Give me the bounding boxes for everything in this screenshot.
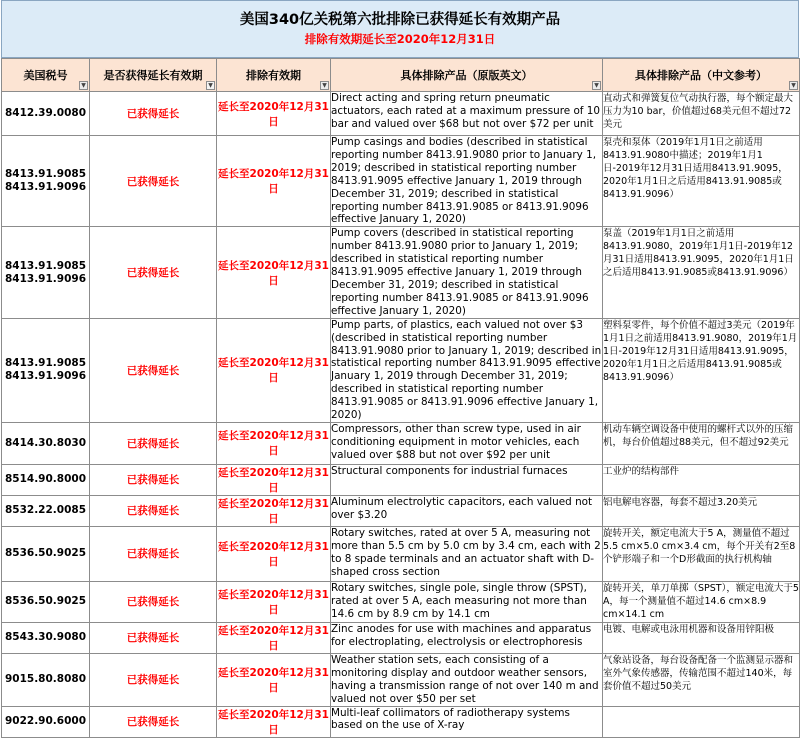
page-subtitle: 排除有效期延长至2020年12月31日 xyxy=(304,32,496,46)
tariff-code-cell[interactable]: 8543.30.9080 xyxy=(2,622,90,653)
tariff-code-cell[interactable]: 8413.91.9085 8413.91.9096 xyxy=(2,136,90,227)
header-product-en xyxy=(331,59,603,92)
product-en-cell[interactable]: Structural components for industrial furnaces xyxy=(331,464,603,495)
product-zh-cell[interactable]: 机动车辆空调设备中使用的螺杆式以外的压缩机，每台价值超过88美元，但不超过92美元 xyxy=(603,422,800,464)
table-row xyxy=(2,495,800,526)
validity-cell[interactable]: 延长至2020年12月31日 xyxy=(217,622,331,653)
status-cell[interactable]: 已获得延长 xyxy=(90,526,217,581)
validity-cell[interactable]: 延长至2020年12月31日 xyxy=(217,526,331,581)
tariff-code-cell[interactable]: 8536.50.9025 xyxy=(2,581,90,622)
validity-cell[interactable]: 延长至2020年12月31日 xyxy=(217,706,331,737)
table-row xyxy=(2,92,800,136)
table-row xyxy=(2,653,800,706)
validity-cell[interactable]: 延长至2020年12月31日 xyxy=(217,136,331,227)
header-label: 是否获得延长有效期 xyxy=(103,69,203,82)
validity-cell[interactable]: 延长至2020年12月31日 xyxy=(217,464,331,495)
tariff-code-cell[interactable]: 8536.50.9025 xyxy=(2,526,90,581)
table-row xyxy=(2,526,800,581)
header-tariff-code xyxy=(2,59,90,92)
header-label: 具体排除产品（中文参考） xyxy=(635,69,767,82)
header-label: 美国税号 xyxy=(23,69,68,82)
filter-active-icon[interactable]: ▼ xyxy=(206,81,215,90)
validity-cell[interactable]: 延长至2020年12月31日 xyxy=(217,227,331,318)
header-row xyxy=(2,59,800,92)
filter-dropdown-icon[interactable]: ▼ xyxy=(79,81,88,90)
product-zh-cell[interactable]: 旋转开关，额定电流大于5 A，测量值不超过5.5 cm×5.0 cm×3.4 cm，每个开关有2至8个铲形端子和一个D形截面的执行机构轴 xyxy=(603,526,800,581)
tariff-code-cell[interactable]: 8532.22.0085 xyxy=(2,495,90,526)
status-cell[interactable]: 已获得延长 xyxy=(90,136,217,227)
status-cell[interactable]: 已获得延长 xyxy=(90,92,217,136)
table-row xyxy=(2,422,800,464)
product-zh-cell[interactable] xyxy=(603,706,800,737)
product-en-cell[interactable]: Aluminum electrolytic capacitors, each valued not over $3.20 xyxy=(331,495,603,526)
header-product-zh xyxy=(603,59,800,92)
product-zh-cell[interactable]: 铝电解电容器，每套不超过3.20美元 xyxy=(603,495,800,526)
table-row xyxy=(2,706,800,737)
product-en-cell[interactable]: Multi-leaf collimators of radiotherapy systems based on the use of X-ray xyxy=(331,706,603,737)
product-en-cell[interactable]: Zinc anodes for use with machines and apparatus for electroplating, electrolysis or electrophoresis xyxy=(331,622,603,653)
product-zh-cell[interactable]: 旋转开关，单刀单掷（SPST），额定电流大于5 A，每一个测量值不超过14.6 cm×8.9 cm×14.1 cm xyxy=(603,581,800,622)
status-cell[interactable]: 已获得延长 xyxy=(90,318,217,422)
table-row xyxy=(2,318,800,422)
product-en-cell[interactable]: Pump casings and bodies (described in statistical reporting number 8413.91.9080 prior to January 1, 2019; described in statistical reporting number 8413.91.9095 effective January 1, 2019 through December 31, 2019; described in statistical reporting number 8413.91.9085 or 8413.91.9096 effective January 1, 2020) xyxy=(331,136,603,227)
tariff-code-cell[interactable]: 9015.80.8080 xyxy=(2,653,90,706)
validity-cell[interactable]: 延长至2020年12月31日 xyxy=(217,581,331,622)
table-row xyxy=(2,581,800,622)
product-en-cell[interactable]: Rotary switches, single pole, single throw (SPST), rated at over 5 A, each measuring not more than 14.6 cm by 8.9 cm by 14.1 cm xyxy=(331,581,603,622)
validity-cell[interactable]: 延长至2020年12月31日 xyxy=(217,318,331,422)
tariff-code-cell[interactable]: 9022.90.6000 xyxy=(2,706,90,737)
exclusion-table xyxy=(1,58,800,738)
header-extension-status xyxy=(90,59,217,92)
table-row xyxy=(2,136,800,227)
validity-cell[interactable]: 延长至2020年12月31日 xyxy=(217,653,331,706)
status-cell[interactable]: 已获得延长 xyxy=(90,622,217,653)
product-en-cell[interactable]: Pump covers (described in statistical reporting number 8413.91.9080 prior to January 1, 2019; described in statistical reporting number 8413.91.9095 effective January 1, 2019 through December 31, 2019; described in statistical reporting number 8413.91.9085 or 8413.91.9096 effective January 1, 2020) xyxy=(331,227,603,318)
product-en-cell[interactable]: Compressors, other than screw type, used in air conditioning equipment in motor vehicles, each valued over $88 but not over $92 per unit xyxy=(331,422,603,464)
product-zh-cell[interactable]: 直动式和弹簧复位气动执行器，每个额定最大压力为10 bar，价值超过68美元但不超过72美元 xyxy=(603,92,800,136)
tariff-code-cell[interactable]: 8414.30.8030 xyxy=(2,422,90,464)
tariff-code-cell[interactable]: 8413.91.9085 8413.91.9096 xyxy=(2,227,90,318)
tariff-code-cell[interactable]: 8514.90.8000 xyxy=(2,464,90,495)
tariff-code-cell[interactable]: 8412.39.0080 xyxy=(2,92,90,136)
table-row xyxy=(2,227,800,318)
header-label: 具体排除产品（原版英文） xyxy=(400,69,533,82)
page-title: 美国340亿关税第六批排除已获得延长有效期产品 xyxy=(239,12,561,28)
table-row xyxy=(2,622,800,653)
status-cell[interactable]: 已获得延长 xyxy=(90,653,217,706)
status-cell[interactable]: 已获得延长 xyxy=(90,495,217,526)
spreadsheet xyxy=(1,0,799,738)
product-zh-cell[interactable]: 气象站设备，每台设备配备一个监测显示器和室外气象传感器，传输范围不超过140米，每套价值不超过50美元 xyxy=(603,653,800,706)
title-banner xyxy=(1,0,799,58)
product-zh-cell[interactable]: 塑料泵零件，每个价值不超过3美元（2019年1月1日之前适用8413.91.9080，2019年1月1日-2019年12月31日适用8413.91.9095，2020年1月1日之后适用8413.91.9085或8413.91.9096） xyxy=(603,318,800,422)
header-validity xyxy=(217,59,331,92)
validity-cell[interactable]: 延长至2020年12月31日 xyxy=(217,92,331,136)
filter-dropdown-icon[interactable]: ▼ xyxy=(320,81,329,90)
status-cell[interactable]: 已获得延长 xyxy=(90,706,217,737)
status-cell[interactable]: 已获得延长 xyxy=(90,464,217,495)
product-en-cell[interactable]: Weather station sets, each consisting of a monitoring display and outdoor weather sensors, having a transmission range of not over 140 m and valued not over $50 per set xyxy=(331,653,603,706)
filter-dropdown-icon[interactable]: ▼ xyxy=(592,81,601,90)
product-zh-cell[interactable]: 泵盖（2019年1月1日之前适用8413.91.9080，2019年1月1日-2019年12月31日适用8413.91.9095，2020年1月1日之后适用8413.91.9085或8413.91.9096） xyxy=(603,227,800,318)
filter-dropdown-icon[interactable]: ▼ xyxy=(789,81,798,90)
product-zh-cell[interactable]: 工业炉的结构部件 xyxy=(603,464,800,495)
validity-cell[interactable]: 延长至2020年12月31日 xyxy=(217,422,331,464)
product-en-cell[interactable]: Pump parts, of plastics, each valued not over $3 (described in statistical reporting number 8413.91.9080 prior to January 1, 2019; described in statistical reporting number 8413.91.9095 effective January 1, 2019 through December 31, 2019; described in statistical reporting number 8413.91.9085 or 8413.91.9096 effective January 1, 2020) xyxy=(331,318,602,422)
status-cell[interactable]: 已获得延长 xyxy=(90,581,217,622)
product-zh-cell[interactable]: 泵壳和泵体（2019年1月1日之前适用8413.91.9080中描述；2019年1月1日-2019年12月31日适用8413.91.9095，2020年1月1日之后适用8413.91.9085或8413.91.9096） xyxy=(603,136,800,227)
table-row xyxy=(2,464,800,495)
validity-cell[interactable]: 延长至2020年12月31日 xyxy=(217,495,331,526)
product-zh-cell[interactable]: 电镀、电解或电泳用机器和设备用锌阳极 xyxy=(603,622,800,653)
product-en-cell[interactable]: Rotary switches, rated at over 5 A, measuring not more than 5.5 cm by 5.0 cm by 3.4 cm, each with 2 to 8 spade terminals and an actuator shaft with D-shaped cross section xyxy=(331,526,603,581)
tariff-code-cell[interactable]: 8413.91.9085 8413.91.9096 xyxy=(2,318,90,422)
product-en-cell[interactable]: Direct acting and spring return pneumatic actuators, each rated at a maximum pressure of 10 bar and valued over $68 but not over $72 per unit xyxy=(331,92,603,136)
status-cell[interactable]: 已获得延长 xyxy=(90,422,217,464)
header-label: 排除有效期 xyxy=(246,69,301,82)
status-cell[interactable]: 已获得延长 xyxy=(90,227,217,318)
